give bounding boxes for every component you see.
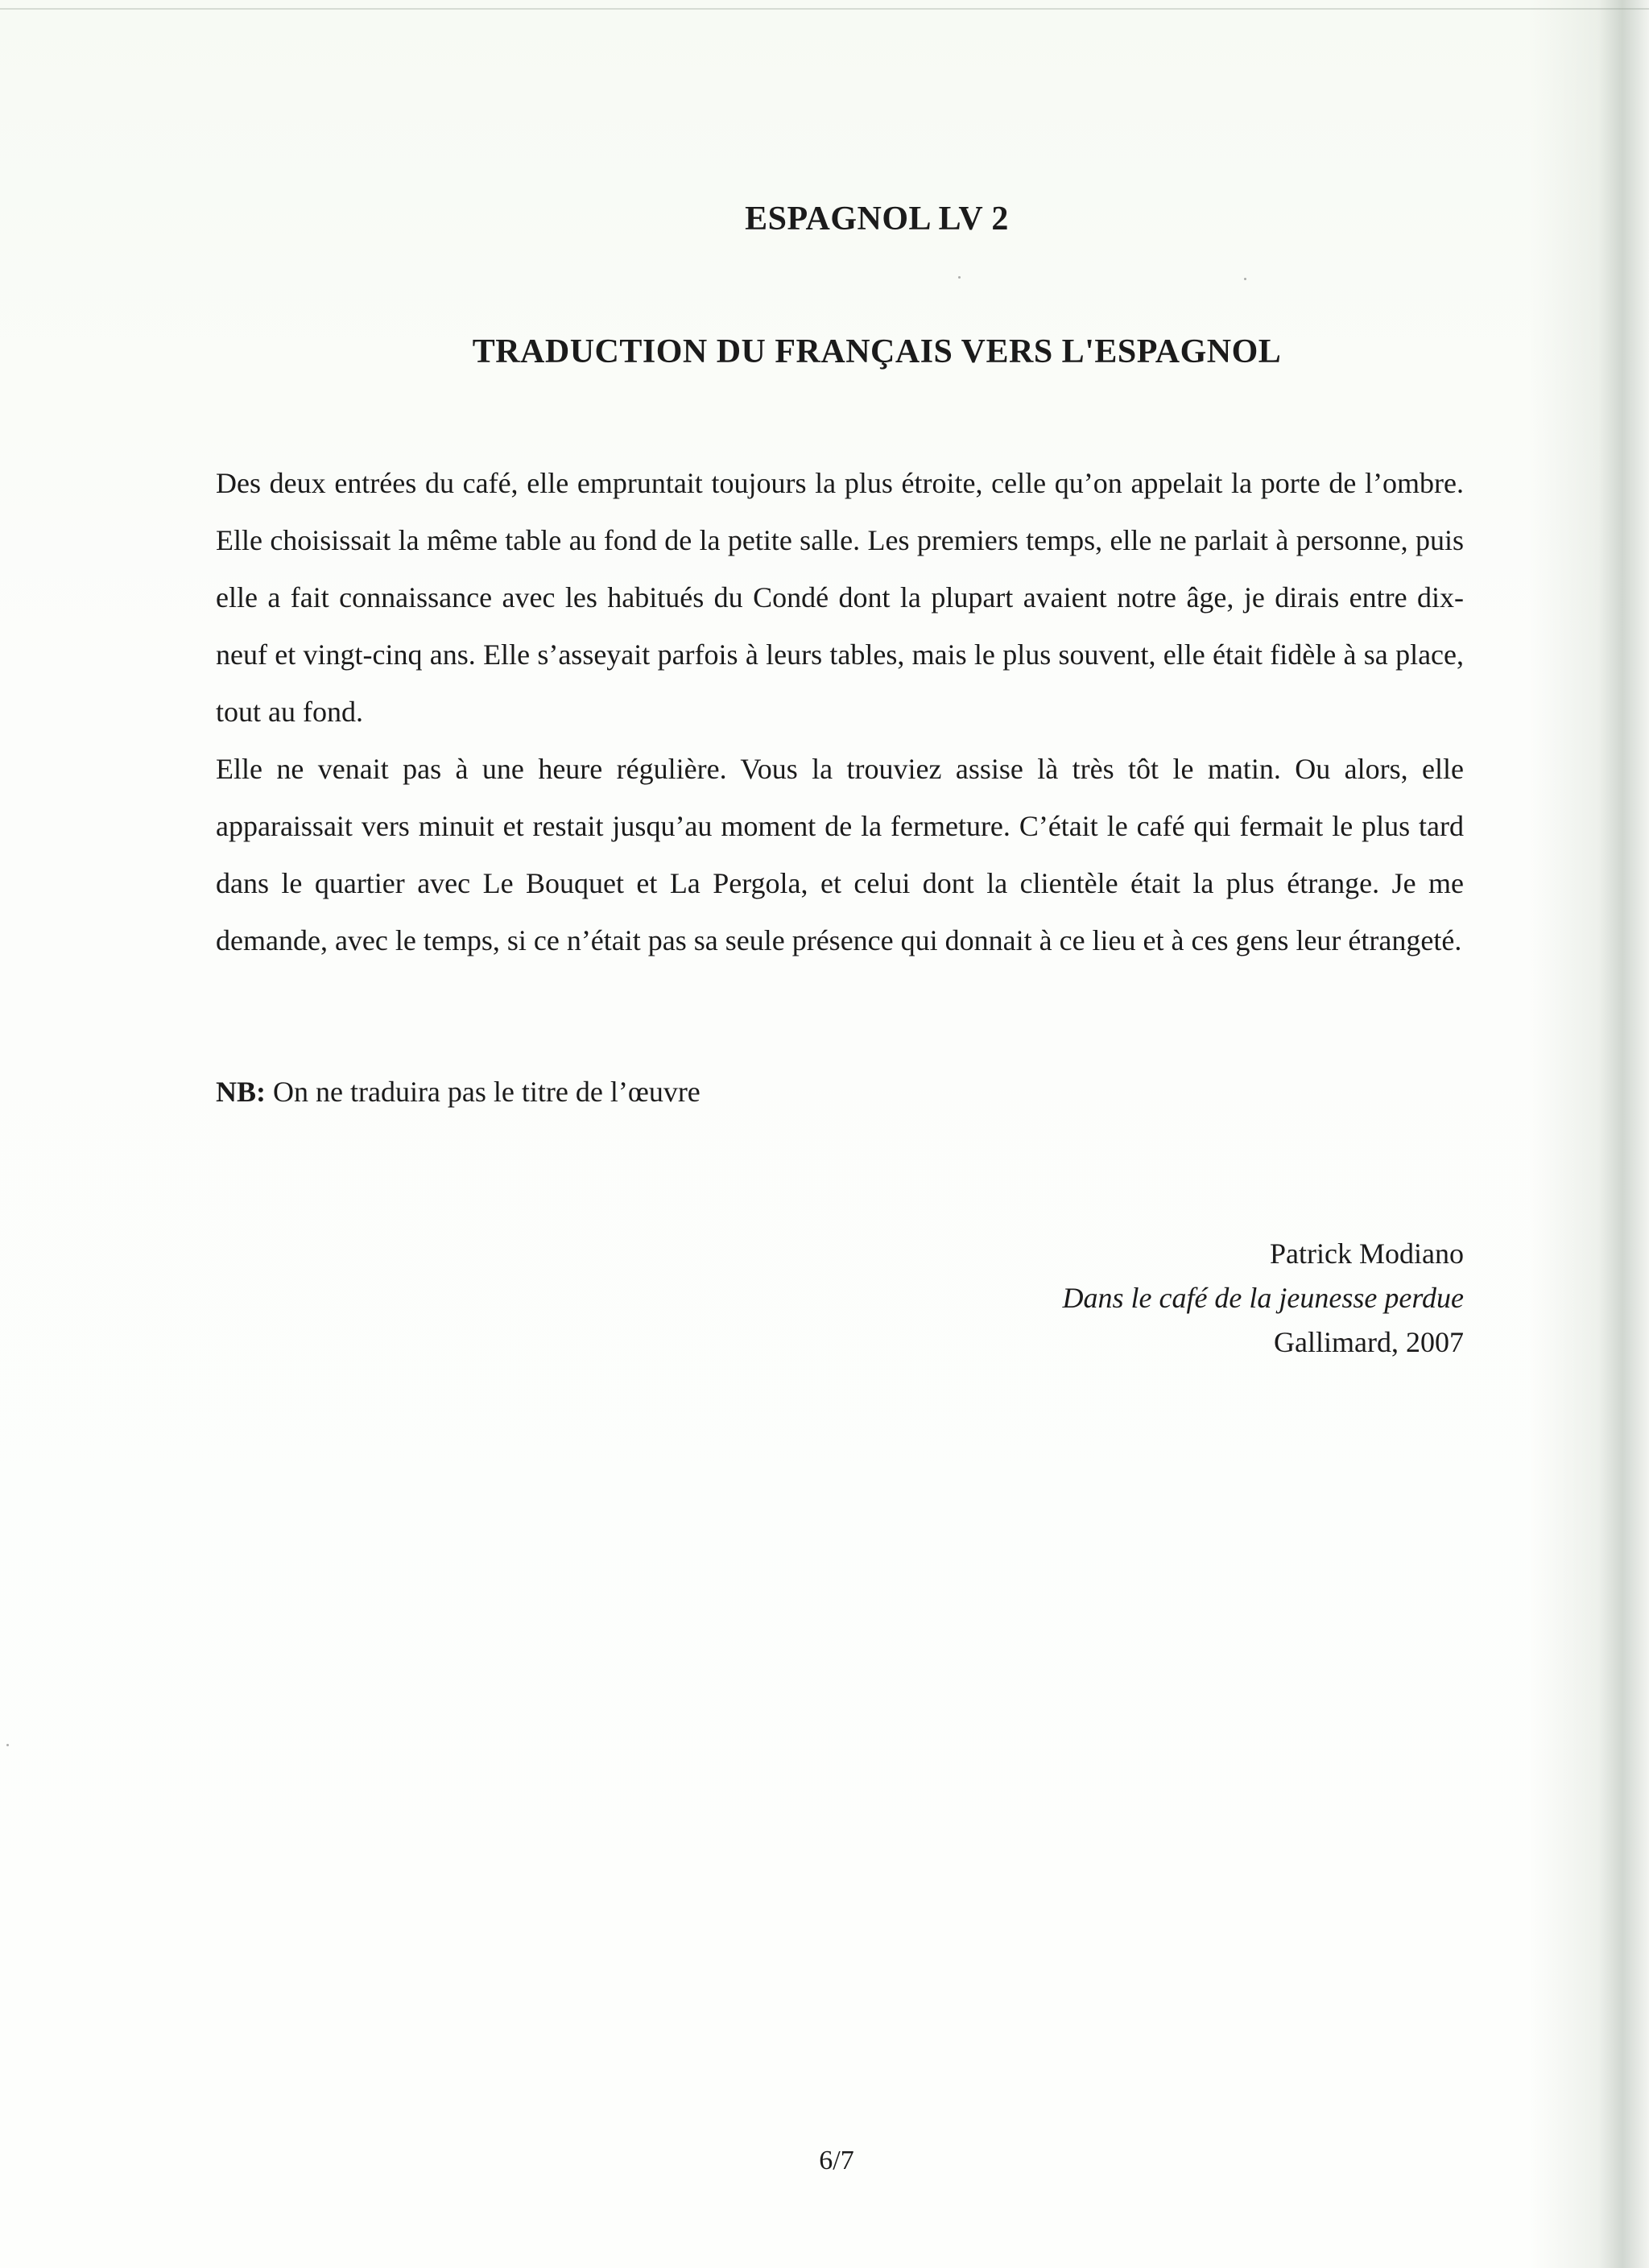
note-label: NB: [216,1076,266,1108]
page-subtitle: TRADUCTION DU FRANÇAIS VERS L'ESPAGNOL [472,333,1282,370]
note-text: On ne traduira pas le titre de l’œuvre [266,1076,701,1108]
paragraph-2: Elle ne venait pas à une heure régulière. Vous la trouviez assise là très tôt le matin. Ou alors, elle apparaissait vers minuit et restait jusqu’au moment de la fermeture. C’était le café qui fermait le plus tard dans le quartier avec Le Bouquet et La Pergola, et celui dont la clientèle était la plus étrange. Je me demande, avec le temps, si ce n’était pas sa seule présence qui donnait à ce lieu et à ces gens leur étrangeté. [216,753,1464,956]
scan-edge-line [0,8,1649,10]
note [216,1075,701,1109]
scan-speck [6,1744,9,1746]
page-number: 6/7 [819,2146,854,2175]
scan-speck [1244,278,1246,280]
scan-speck [958,276,961,279]
source-citation [1062,1232,1464,1365]
translation-text [216,455,1464,969]
paragraph-1: Des deux entrées du café, elle empruntait toujours la plus étroite, celle qu’on appelait la porte de l’ombre. Elle choisissait la même table au fond de la petite salle. Les premiers temps, elle ne parlait à personne, puis elle a fait connaissance avec les habitués du Condé dont la plupart avaient notre âge, je dirais entre dix-neuf et vingt-cinq ans. Elle s’asseyait parfois à leurs tables, mais le plus souvent, elle était fidèle à sa place, tout au fond. [216,467,1464,728]
page-title: ESPAGNOL LV 2 [745,200,1009,238]
source-author: Patrick Modiano [1270,1237,1464,1270]
source-publisher: Gallimard, 2007 [1274,1326,1464,1358]
source-work: Dans le café de la jeunesse perdue [1062,1282,1464,1314]
